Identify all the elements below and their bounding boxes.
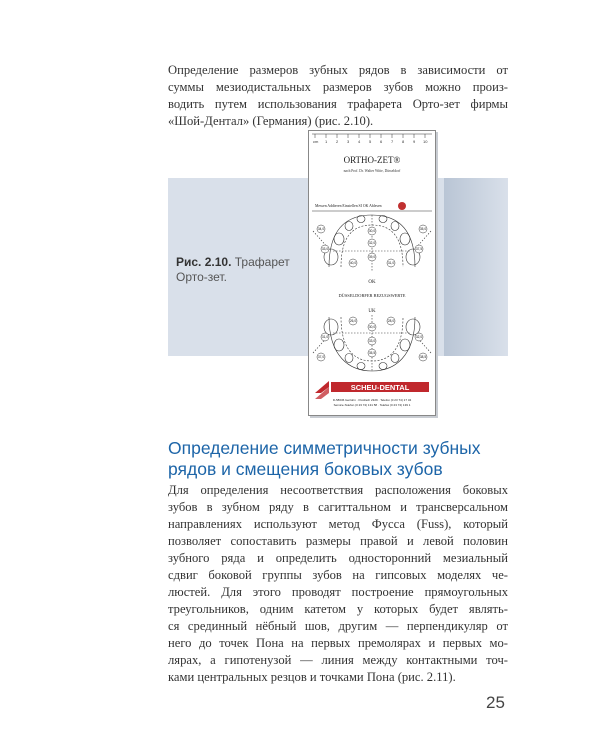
- ruler-ticks: [315, 134, 425, 138]
- red-marker-icon: [398, 202, 406, 210]
- ruler-label: 10: [423, 139, 428, 144]
- body-line: направлениях используют метод Фусса (Fuss), который: [168, 517, 508, 531]
- body-line: ся срединный нёбный шов, другим — перпендикуляр от: [168, 619, 508, 633]
- body-line: позволяет сопоставить размеры правой и левой половин: [168, 534, 508, 548]
- lower-value: 32,0: [415, 335, 423, 339]
- upper-value: 34,0: [317, 227, 325, 231]
- lower-value: 31,0: [321, 335, 329, 339]
- ok-label: OK: [368, 280, 376, 285]
- stencil-measure-row: Messen Addieren Einstellen SI OK Ablesen: [315, 204, 382, 208]
- section-heading: рядов и смещения боковых зубов: [168, 459, 443, 479]
- figure-band-gradient: [444, 178, 508, 356]
- body-line: люстей. Для этого проводят построение прямоугольных: [168, 585, 508, 599]
- brand-address: Service-Telefon (0 23 74) 131 58 · Telefax (0 23 74) 139 1: [333, 403, 411, 407]
- intro-line: суммы мезиодистальных размеров зубов можно произ-: [168, 80, 508, 94]
- lower-value: 33,0: [368, 339, 376, 343]
- section-heading: Определение симметричности зубных: [168, 438, 481, 458]
- ruler-label: 2: [336, 139, 339, 144]
- upper-value: 33,0: [321, 247, 329, 251]
- upper-value: 39,0: [368, 255, 376, 259]
- figure-caption-text: Орто-зет.: [176, 270, 227, 284]
- ruler-label: 3: [347, 139, 350, 144]
- page-number: 25: [486, 693, 505, 712]
- intro-line: водить путем использования трафарета Орто-зет фирмы: [168, 97, 508, 111]
- body-line: Для определения несоответствия расположения боковых: [168, 483, 508, 497]
- upper-value: 35,0: [419, 227, 427, 231]
- figure-caption-label: Рис. 2.10.: [176, 255, 232, 269]
- ruler-label: 5: [369, 139, 372, 144]
- ruler-label: 1: [325, 139, 328, 144]
- figure-caption: [176, 255, 296, 285]
- upper-value: 31,0: [387, 261, 395, 265]
- intro-line: Определение размеров зубных рядов в зависимости от: [168, 63, 508, 77]
- lower-value: 26,0: [349, 319, 357, 323]
- ruler-label: 6: [380, 139, 383, 144]
- ortho-zet-stencil: [308, 130, 436, 416]
- uk-label: UK: [368, 309, 376, 314]
- body-line: лярах, а гипотенузой — линия между контактными точ-: [168, 653, 508, 667]
- reference-label: DÜSSELDORFER BEZUGSWERTE: [338, 293, 406, 298]
- ruler-label: 8: [402, 139, 405, 144]
- body-line: зубов в зубном ряду в сагиттальном и трансверсальном: [168, 500, 508, 514]
- stencil-title: ORTHO-ZET®: [343, 155, 401, 165]
- lower-value: 28,0: [387, 319, 395, 323]
- figure-caption-text: Трафарет: [234, 255, 290, 269]
- upper-value: 32,0: [368, 241, 376, 245]
- ruler-label: 4: [358, 139, 361, 144]
- intro-line: «Шой-Дентал» (Германия) (рис. 2.10).: [168, 114, 374, 128]
- stencil-drawing: [309, 131, 435, 415]
- upper-value: 40,0: [349, 261, 357, 265]
- lower-value: 37,0: [317, 355, 325, 359]
- body-line: треугольников, одним катетом у которых будет являть-: [168, 602, 508, 616]
- body-line: сдвиг боковой группы зубов на гипсовых моделях че-: [168, 568, 508, 582]
- lower-value: 35,5: [368, 351, 376, 355]
- lower-value: 30,0: [368, 325, 376, 329]
- body-line: ками центральных резцов и точками Пона (рис. 2.11).: [168, 670, 456, 684]
- ruler-label: cm: [313, 139, 319, 144]
- body-line: него до точек Пона на первых премолярах и первых мо-: [168, 636, 508, 650]
- scheu-dental-logo: [315, 381, 429, 399]
- upper-value: 30,0: [368, 229, 376, 233]
- body-line: зубного ряда и определить односторонний мезиальный: [168, 551, 508, 565]
- brand-address: D-58636 Iserlohn · Postfach 2329 · Telefon (0 23 74) 17 34: [332, 398, 412, 402]
- ruler-label: 9: [413, 139, 416, 144]
- stencil-subtitle: nach Prof. Dr. Walter Witte, Düsseldorf: [343, 169, 401, 173]
- brand-name: SCHEU-DENTAL: [350, 383, 410, 392]
- upper-value: 37,5: [415, 247, 423, 251]
- lower-value: 38,5: [419, 355, 427, 359]
- ruler-label: 7: [391, 139, 394, 144]
